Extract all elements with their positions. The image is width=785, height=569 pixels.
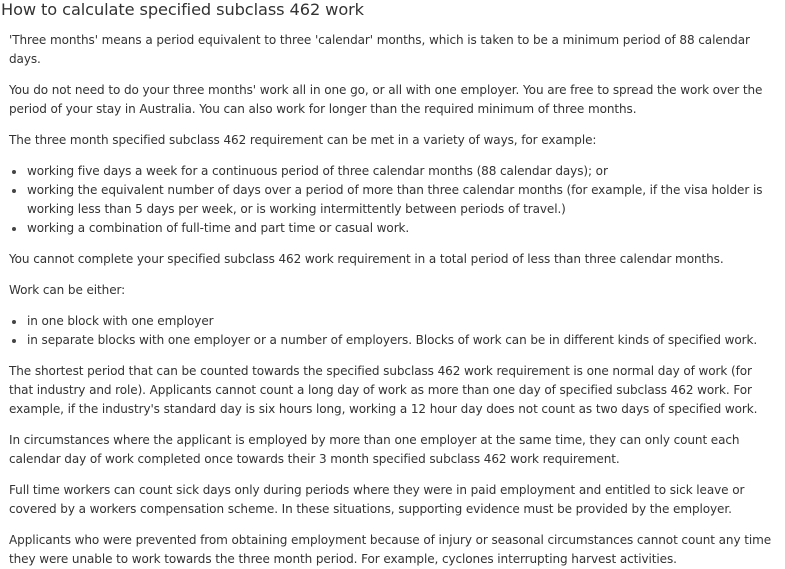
paragraph-shortest-period: The shortest period that can be counted towards the specified subclass 462 work requirement is one normal day of work (for that industry and role). Applicants cannot count a long day of work as more than one day of specified subclass 462 work. For example, if the industry's standard day is six hours long, working a 12 hour day does not count as two days of specified work.	[9, 364, 758, 416]
paragraph-sick-days: Full time workers can count sick days only during periods where they were in paid employment and entitled to sick leave or covered by a workers compensation scheme. In these situations, supporting evidence must be provided by the employer.	[9, 483, 745, 516]
paragraph-prevented-employment: Applicants who were prevented from obtaining employment because of injury or seasonal circumstances cannot count any time they were unable to work towards the three month period. For example, cyclones interrupting harvest activities.	[9, 533, 772, 566]
list-item: working a combination of full-time and part time or casual work.	[9, 219, 777, 238]
paragraph-minimum-period: You cannot complete your specified subclass 462 work requirement in a total period of less than three calendar months.	[9, 252, 724, 266]
either-list	[9, 300, 777, 350]
paragraph-ways-intro: The three month specified subclass 462 requirement can be met in a variety of ways, for example:	[9, 133, 597, 147]
list-item: working the equivalent number of days over a period of more than three calendar months (for example, if the visa holder is working less than 5 days per week, or is working intermittently between periods of travel.)	[9, 181, 777, 219]
paragraph-work-either: Work can be either:	[9, 283, 126, 297]
article-body	[0, 20, 777, 569]
list-item: in one block with one employer	[9, 312, 777, 331]
paragraph-three-months-definition: 'Three months' means a period equivalent to three 'calendar' months, which is taken to be a minimum period of 88 calendar days.	[9, 33, 750, 66]
ways-list	[9, 150, 777, 238]
paragraph-multiple-employers: In circumstances where the applicant is employed by more than one employer at the same time, they can only count each calendar day of work completed once towards their 3 month specified subclass 462 work requirement.	[9, 433, 740, 466]
list-item: in separate blocks with one employer or a number of employers. Blocks of work can be in different kinds of specified work.	[9, 331, 777, 350]
page-heading: How to calculate specified subclass 462 work	[1, 0, 364, 19]
paragraph-spread-work: You do not need to do your three months' work all in one go, or all with one employer. You are free to spread the work over the period of your stay in Australia. You can also work for longer than the required minimum of three months.	[9, 83, 763, 116]
list-item: working five days a week for a continuous period of three calendar months (88 calendar days); or	[9, 162, 777, 181]
